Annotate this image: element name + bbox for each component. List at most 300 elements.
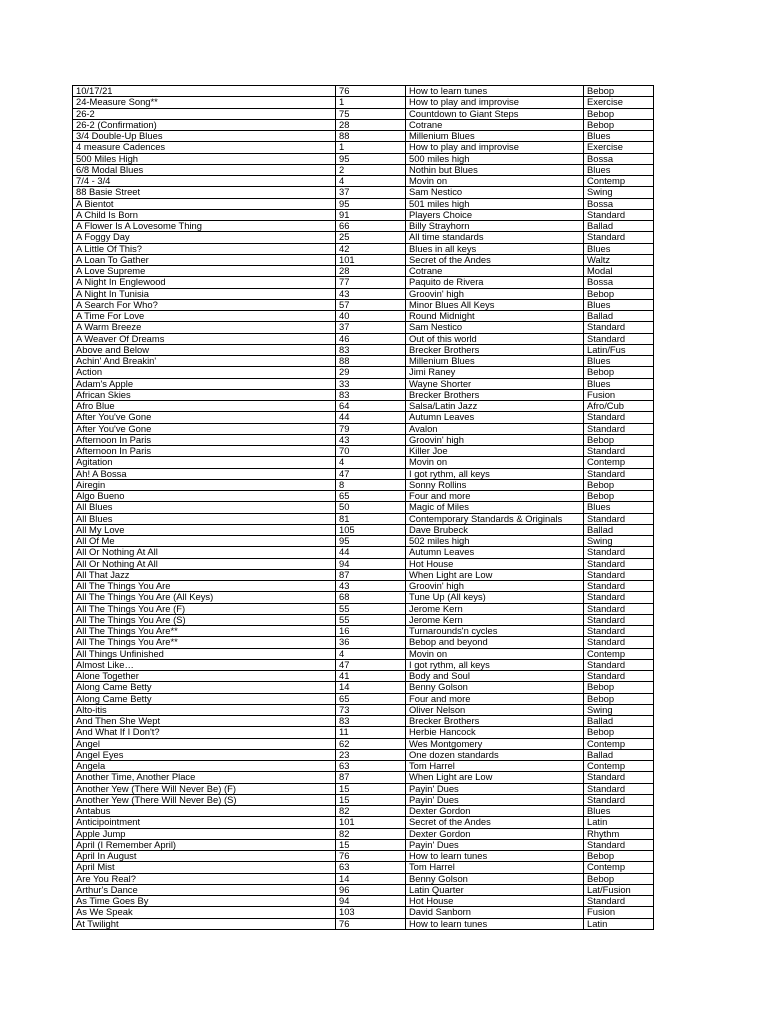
tune-title-cell[interactable]: Achin' And Breakin' [73,356,336,367]
book-title-cell[interactable]: Payin' Dues [406,794,584,805]
volume-number-cell[interactable]: 95 [336,536,406,547]
tune-title-cell[interactable]: A Loan To Gather [73,254,336,265]
tune-title-cell[interactable]: 500 Miles High [73,153,336,164]
book-title-cell[interactable]: Tom Harrel [406,761,584,772]
tune-title-cell[interactable]: Alto-itis [73,704,336,715]
volume-number-cell[interactable]: 76 [336,86,406,97]
tune-title-cell[interactable]: Agitation [73,457,336,468]
tune-title-cell[interactable]: All Or Nothing At All [73,547,336,558]
book-title-cell[interactable]: Payin' Dues [406,783,584,794]
book-title-cell[interactable]: Bebop and beyond [406,637,584,648]
style-cell[interactable]: Standard [584,839,654,850]
style-cell[interactable]: Bebop [584,119,654,130]
book-title-cell[interactable]: Cotrane [406,266,584,277]
book-title-cell[interactable]: Contemporary Standards & Originals [406,513,584,524]
volume-number-cell[interactable]: 14 [336,873,406,884]
style-cell[interactable]: Standard [584,558,654,569]
tune-title-cell[interactable]: 24-Measure Song** [73,97,336,108]
volume-number-cell[interactable]: 43 [336,434,406,445]
volume-number-cell[interactable]: 28 [336,266,406,277]
style-cell[interactable]: Bebop [584,479,654,490]
book-title-cell[interactable]: Movin on [406,176,584,187]
book-title-cell[interactable]: Four and more [406,693,584,704]
style-cell[interactable]: Fusion [584,907,654,918]
volume-number-cell[interactable]: 65 [336,491,406,502]
style-cell[interactable]: Fusion [584,389,654,400]
style-cell[interactable]: Bebop [584,727,654,738]
style-cell[interactable]: Bebop [584,288,654,299]
volume-number-cell[interactable]: 81 [336,513,406,524]
tune-title-cell[interactable]: Algo Bueno [73,491,336,502]
volume-number-cell[interactable]: 87 [336,569,406,580]
volume-number-cell[interactable]: 15 [336,783,406,794]
style-cell[interactable]: Bebop [584,108,654,119]
volume-number-cell[interactable]: 43 [336,581,406,592]
volume-number-cell[interactable]: 73 [336,704,406,715]
tune-title-cell[interactable]: Action [73,367,336,378]
book-title-cell[interactable]: When Light are Low [406,772,584,783]
volume-number-cell[interactable]: 14 [336,682,406,693]
volume-number-cell[interactable]: 55 [336,614,406,625]
volume-number-cell[interactable]: 91 [336,209,406,220]
tune-title-cell[interactable]: Along Came Betty [73,682,336,693]
tune-title-cell[interactable]: After You've Gone [73,423,336,434]
book-title-cell[interactable]: Autumn Leaves [406,547,584,558]
tune-title-cell[interactable]: A Night In Tunisia [73,288,336,299]
tune-title-cell[interactable]: 26-2 [73,108,336,119]
volume-number-cell[interactable]: 66 [336,221,406,232]
book-title-cell[interactable]: Brecker Brothers [406,716,584,727]
book-title-cell[interactable]: Movin on [406,648,584,659]
volume-number-cell[interactable]: 57 [336,299,406,310]
style-cell[interactable]: Swing [584,704,654,715]
style-cell[interactable]: Contemp [584,738,654,749]
book-title-cell[interactable]: Payin' Dues [406,839,584,850]
volume-number-cell[interactable]: 29 [336,367,406,378]
book-title-cell[interactable]: Secret of the Andes [406,817,584,828]
tune-title-cell[interactable]: Another Yew (There Will Never Be) (S) [73,794,336,805]
book-title-cell[interactable]: Out of this world [406,333,584,344]
tune-title-cell[interactable]: Arthur's Dance [73,884,336,895]
style-cell[interactable]: Blues [584,131,654,142]
book-title-cell[interactable]: Hot House [406,896,584,907]
book-title-cell[interactable]: How to learn tunes [406,86,584,97]
book-title-cell[interactable]: Salsa/Latin Jazz [406,401,584,412]
tune-title-cell[interactable]: All Of Me [73,536,336,547]
volume-number-cell[interactable]: 95 [336,153,406,164]
tune-title-cell[interactable]: A Bientot [73,198,336,209]
tune-title-cell[interactable]: 3/4 Double-Up Blues [73,131,336,142]
tune-title-cell[interactable]: April In August [73,851,336,862]
style-cell[interactable]: Standard [584,581,654,592]
tune-title-cell[interactable]: Angel Eyes [73,749,336,760]
style-cell[interactable]: Bebop [584,434,654,445]
volume-number-cell[interactable]: 63 [336,761,406,772]
tune-title-cell[interactable]: Angel [73,738,336,749]
volume-number-cell[interactable]: 40 [336,311,406,322]
tune-title-cell[interactable]: A Child Is Born [73,209,336,220]
tune-title-cell[interactable]: Afternoon In Paris [73,434,336,445]
tune-title-cell[interactable]: Ah! A Bossa [73,468,336,479]
book-title-cell[interactable]: I got rythm, all keys [406,468,584,479]
tune-title-cell[interactable]: 88 Basie Street [73,187,336,198]
tune-title-cell[interactable]: Airegin [73,479,336,490]
style-cell[interactable]: Bebop [584,682,654,693]
book-title-cell[interactable]: Sam Nestico [406,187,584,198]
style-cell[interactable]: Standard [584,794,654,805]
book-title-cell[interactable]: Movin on [406,457,584,468]
style-cell[interactable]: Afro/Cub [584,401,654,412]
book-title-cell[interactable]: Sonny Rollins [406,479,584,490]
volume-number-cell[interactable]: 23 [336,749,406,760]
volume-number-cell[interactable]: 28 [336,119,406,130]
tune-title-cell[interactable]: All The Things You Are** [73,626,336,637]
tune-title-cell[interactable]: All That Jazz [73,569,336,580]
book-title-cell[interactable]: Wayne Shorter [406,378,584,389]
style-cell[interactable]: Lat/Fusion [584,884,654,895]
tune-title-cell[interactable]: Another Time, Another Place [73,772,336,783]
volume-number-cell[interactable]: 46 [336,333,406,344]
style-cell[interactable]: Bebop [584,491,654,502]
volume-number-cell[interactable]: 36 [336,637,406,648]
tune-title-cell[interactable]: All The Things You Are [73,581,336,592]
style-cell[interactable]: Ballad [584,311,654,322]
style-cell[interactable]: Standard [584,209,654,220]
book-title-cell[interactable]: Turnarounds'n cycles [406,626,584,637]
style-cell[interactable]: Standard [584,446,654,457]
volume-number-cell[interactable]: 47 [336,659,406,670]
volume-number-cell[interactable]: 83 [336,716,406,727]
volume-number-cell[interactable]: 16 [336,626,406,637]
style-cell[interactable]: Blues [584,243,654,254]
tune-title-cell[interactable]: Apple Jump [73,828,336,839]
style-cell[interactable]: Bossa [584,198,654,209]
volume-number-cell[interactable]: 88 [336,131,406,142]
volume-number-cell[interactable]: 44 [336,547,406,558]
style-cell[interactable]: Bossa [584,277,654,288]
tune-title-cell[interactable]: April (I Remember April) [73,839,336,850]
book-title-cell[interactable]: Brecker Brothers [406,389,584,400]
tune-title-cell[interactable]: Adam's Apple [73,378,336,389]
volume-number-cell[interactable]: 41 [336,671,406,682]
volume-number-cell[interactable]: 15 [336,794,406,805]
book-title-cell[interactable]: Benny Golson [406,682,584,693]
style-cell[interactable]: Ballad [584,221,654,232]
volume-number-cell[interactable]: 101 [336,817,406,828]
book-title-cell[interactable]: I got rythm, all keys [406,659,584,670]
style-cell[interactable]: Ballad [584,716,654,727]
book-title-cell[interactable]: Jerome Kern [406,603,584,614]
tune-title-cell[interactable]: Afro Blue [73,401,336,412]
book-title-cell[interactable]: Hot House [406,558,584,569]
tune-title-cell[interactable]: Antabus [73,806,336,817]
style-cell[interactable]: Standard [584,614,654,625]
tune-title-cell[interactable]: A Little Of This? [73,243,336,254]
tune-title-cell[interactable]: A Time For Love [73,311,336,322]
style-cell[interactable]: Contemp [584,761,654,772]
tune-title-cell[interactable]: All My Love [73,524,336,535]
volume-number-cell[interactable]: 105 [336,524,406,535]
style-cell[interactable]: Blues [584,356,654,367]
tune-title-cell[interactable]: A Weaver Of Dreams [73,333,336,344]
style-cell[interactable]: Standard [584,412,654,423]
book-title-cell[interactable]: Wes Montgomery [406,738,584,749]
tune-title-cell[interactable]: After You've Gone [73,412,336,423]
style-cell[interactable]: Swing [584,536,654,547]
style-cell[interactable]: Standard [584,592,654,603]
book-title-cell[interactable]: David Sanborn [406,907,584,918]
tune-title-cell[interactable]: Alone Together [73,671,336,682]
book-title-cell[interactable]: Herbie Hancock [406,727,584,738]
tune-title-cell[interactable]: A Warm Breeze [73,322,336,333]
style-cell[interactable]: Exercise [584,142,654,153]
volume-number-cell[interactable]: 63 [336,862,406,873]
style-cell[interactable]: Standard [584,322,654,333]
volume-number-cell[interactable]: 37 [336,322,406,333]
book-title-cell[interactable]: Players Choice [406,209,584,220]
volume-number-cell[interactable]: 65 [336,693,406,704]
tune-title-cell[interactable]: A Search For Who? [73,299,336,310]
tune-title-cell[interactable]: All Things Unfinished [73,648,336,659]
book-title-cell[interactable]: Body and Soul [406,671,584,682]
style-cell[interactable]: Bebop [584,693,654,704]
book-title-cell[interactable]: Countdown to Giant Steps [406,108,584,119]
style-cell[interactable]: Standard [584,333,654,344]
book-title-cell[interactable]: Benny Golson [406,873,584,884]
tune-title-cell[interactable]: All The Things You Are (F) [73,603,336,614]
book-title-cell[interactable]: Groovin' high [406,288,584,299]
style-cell[interactable]: Standard [584,659,654,670]
book-title-cell[interactable]: How to learn tunes [406,851,584,862]
volume-number-cell[interactable]: 15 [336,839,406,850]
book-title-cell[interactable]: Brecker Brothers [406,344,584,355]
book-title-cell[interactable]: Groovin' high [406,581,584,592]
volume-number-cell[interactable]: 44 [336,412,406,423]
volume-number-cell[interactable]: 50 [336,502,406,513]
style-cell[interactable]: Bebop [584,367,654,378]
style-cell[interactable]: Latin [584,918,654,929]
tune-title-cell[interactable]: All Blues [73,513,336,524]
book-title-cell[interactable]: Oliver Nelson [406,704,584,715]
tune-title-cell[interactable]: And Then She Wept [73,716,336,727]
style-cell[interactable]: Blues [584,502,654,513]
tune-title-cell[interactable]: A Foggy Day [73,232,336,243]
tune-title-cell[interactable]: All The Things You Are (All Keys) [73,592,336,603]
volume-number-cell[interactable]: 76 [336,851,406,862]
tune-title-cell[interactable]: 7/4 - 3/4 [73,176,336,187]
style-cell[interactable]: Standard [584,896,654,907]
volume-number-cell[interactable]: 101 [336,254,406,265]
volume-number-cell[interactable]: 103 [336,907,406,918]
book-title-cell[interactable]: Blues in all keys [406,243,584,254]
volume-number-cell[interactable]: 95 [336,198,406,209]
book-title-cell[interactable]: Avalon [406,423,584,434]
tune-title-cell[interactable]: A Love Supreme [73,266,336,277]
tune-title-cell[interactable]: Above and Below [73,344,336,355]
book-title-cell[interactable]: Dave Brubeck [406,524,584,535]
tune-title-cell[interactable]: 4 measure Cadences [73,142,336,153]
book-title-cell[interactable]: Millenium Blues [406,356,584,367]
book-title-cell[interactable]: Dexter Gordon [406,828,584,839]
volume-number-cell[interactable]: 82 [336,806,406,817]
tune-title-cell[interactable]: At Twilight [73,918,336,929]
book-title-cell[interactable]: Killer Joe [406,446,584,457]
book-title-cell[interactable]: How to learn tunes [406,918,584,929]
style-cell[interactable]: Standard [584,783,654,794]
book-title-cell[interactable]: 501 miles high [406,198,584,209]
style-cell[interactable]: Blues [584,164,654,175]
tune-title-cell[interactable]: A Flower Is A Lovesome Thing [73,221,336,232]
book-title-cell[interactable]: 502 miles high [406,536,584,547]
volume-number-cell[interactable]: 4 [336,648,406,659]
book-title-cell[interactable]: Sam Nestico [406,322,584,333]
book-title-cell[interactable]: Groovin' high [406,434,584,445]
volume-number-cell[interactable]: 25 [336,232,406,243]
style-cell[interactable]: Waltz [584,254,654,265]
style-cell[interactable]: Standard [584,626,654,637]
style-cell[interactable]: Standard [584,468,654,479]
book-title-cell[interactable]: Jerome Kern [406,614,584,625]
volume-number-cell[interactable]: 64 [336,401,406,412]
tune-title-cell[interactable]: Are You Real? [73,873,336,884]
volume-number-cell[interactable]: 94 [336,896,406,907]
book-title-cell[interactable]: Secret of the Andes [406,254,584,265]
tune-title-cell[interactable]: April Mist [73,862,336,873]
volume-number-cell[interactable]: 75 [336,108,406,119]
style-cell[interactable]: Standard [584,547,654,558]
style-cell[interactable]: Standard [584,513,654,524]
style-cell[interactable]: Standard [584,772,654,783]
tune-title-cell[interactable]: 10/17/21 [73,86,336,97]
book-title-cell[interactable]: How to play and improvise [406,97,584,108]
volume-number-cell[interactable]: 82 [336,828,406,839]
tune-title-cell[interactable]: Afternoon In Paris [73,446,336,457]
book-title-cell[interactable]: Millenium Blues [406,131,584,142]
style-cell[interactable]: Latin [584,817,654,828]
style-cell[interactable]: Standard [584,569,654,580]
book-title-cell[interactable]: Latin Quarter [406,884,584,895]
book-title-cell[interactable]: Four and more [406,491,584,502]
style-cell[interactable]: Modal [584,266,654,277]
book-title-cell[interactable]: How to play and improvise [406,142,584,153]
volume-number-cell[interactable]: 87 [336,772,406,783]
style-cell[interactable]: Exercise [584,97,654,108]
volume-number-cell[interactable]: 79 [336,423,406,434]
volume-number-cell[interactable]: 94 [336,558,406,569]
volume-number-cell[interactable]: 76 [336,918,406,929]
tune-title-cell[interactable]: African Skies [73,389,336,400]
book-title-cell[interactable]: 500 miles high [406,153,584,164]
tune-title-cell[interactable]: All The Things You Are (S) [73,614,336,625]
volume-number-cell[interactable]: 8 [336,479,406,490]
book-title-cell[interactable]: Cotrane [406,119,584,130]
book-title-cell[interactable]: Dexter Gordon [406,806,584,817]
book-title-cell[interactable]: All time standards [406,232,584,243]
volume-number-cell[interactable]: 47 [336,468,406,479]
book-title-cell[interactable]: When Light are Low [406,569,584,580]
volume-number-cell[interactable]: 33 [336,378,406,389]
style-cell[interactable]: Bebop [584,86,654,97]
tune-title-cell[interactable]: Almost Like… [73,659,336,670]
style-cell[interactable]: Swing [584,187,654,198]
style-cell[interactable]: Ballad [584,749,654,760]
book-title-cell[interactable]: Jimi Raney [406,367,584,378]
style-cell[interactable]: Blues [584,378,654,389]
volume-number-cell[interactable]: 4 [336,457,406,468]
tune-title-cell[interactable]: 26-2 (Confirmation) [73,119,336,130]
book-title-cell[interactable]: Magic of Miles [406,502,584,513]
tune-title-cell[interactable]: 6/8 Modal Blues [73,164,336,175]
book-title-cell[interactable]: Autumn Leaves [406,412,584,423]
style-cell[interactable]: Ballad [584,524,654,535]
style-cell[interactable]: Bebop [584,873,654,884]
style-cell[interactable]: Standard [584,671,654,682]
volume-number-cell[interactable]: 1 [336,97,406,108]
volume-number-cell[interactable]: 2 [336,164,406,175]
volume-number-cell[interactable]: 77 [336,277,406,288]
book-title-cell[interactable]: Paquito de Rivera [406,277,584,288]
book-title-cell[interactable]: Tom Harrel [406,862,584,873]
book-title-cell[interactable]: Minor Blues All Keys [406,299,584,310]
volume-number-cell[interactable]: 83 [336,344,406,355]
style-cell[interactable]: Contemp [584,457,654,468]
tune-title-cell[interactable]: Another Yew (There Will Never Be) (F) [73,783,336,794]
book-title-cell[interactable]: Round Midnight [406,311,584,322]
style-cell[interactable]: Standard [584,423,654,434]
style-cell[interactable]: Rhythm [584,828,654,839]
style-cell[interactable]: Standard [584,603,654,614]
style-cell[interactable]: Contemp [584,176,654,187]
tune-title-cell[interactable]: As Time Goes By [73,896,336,907]
tune-title-cell[interactable]: Angela [73,761,336,772]
style-cell[interactable]: Contemp [584,648,654,659]
book-title-cell[interactable]: Billy Strayhorn [406,221,584,232]
volume-number-cell[interactable]: 43 [336,288,406,299]
book-title-cell[interactable]: One dozen standards [406,749,584,760]
style-cell[interactable]: Standard [584,232,654,243]
volume-number-cell[interactable]: 42 [336,243,406,254]
tune-title-cell[interactable]: A Night In Englewood [73,277,336,288]
tune-title-cell[interactable]: And What If I Don't? [73,727,336,738]
tune-title-cell[interactable]: Anticipointment [73,817,336,828]
volume-number-cell[interactable]: 96 [336,884,406,895]
tune-title-cell[interactable]: As We Speak [73,907,336,918]
style-cell[interactable]: Bossa [584,153,654,164]
style-cell[interactable]: Standard [584,637,654,648]
tune-title-cell[interactable]: All The Things You Are** [73,637,336,648]
style-cell[interactable]: Latin/Fus [584,344,654,355]
volume-number-cell[interactable]: 55 [336,603,406,614]
style-cell[interactable]: Blues [584,806,654,817]
volume-number-cell[interactable]: 83 [336,389,406,400]
tune-title-cell[interactable]: All Or Nothing At All [73,558,336,569]
volume-number-cell[interactable]: 1 [336,142,406,153]
style-cell[interactable]: Contemp [584,862,654,873]
volume-number-cell[interactable]: 88 [336,356,406,367]
volume-number-cell[interactable]: 68 [336,592,406,603]
volume-number-cell[interactable]: 62 [336,738,406,749]
volume-number-cell[interactable]: 4 [336,176,406,187]
book-title-cell[interactable]: Tune Up (All keys) [406,592,584,603]
volume-number-cell[interactable]: 11 [336,727,406,738]
style-cell[interactable]: Bebop [584,851,654,862]
volume-number-cell[interactable]: 70 [336,446,406,457]
tune-title-cell[interactable]: Along Came Betty [73,693,336,704]
tune-title-cell[interactable]: All Blues [73,502,336,513]
book-title-cell[interactable]: Nothin but Blues [406,164,584,175]
volume-number-cell[interactable]: 37 [336,187,406,198]
style-cell[interactable]: Blues [584,299,654,310]
